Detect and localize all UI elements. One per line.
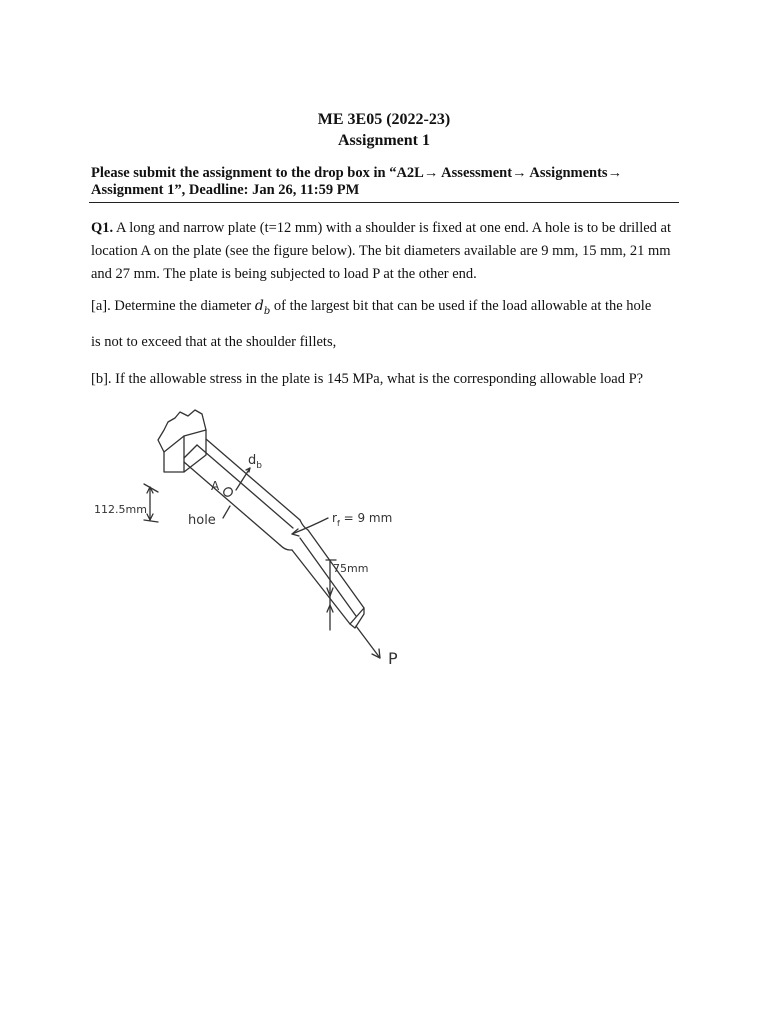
notice-part-3: Assignments [526, 165, 608, 181]
fixed-support-block [158, 410, 206, 472]
question-1a-line-2: is not to exceed that at the shoulder fillets, [91, 334, 337, 350]
load-arrow [356, 626, 380, 658]
header-divider [89, 202, 679, 203]
label-point-a: A [211, 479, 220, 493]
label-fillet-radius: $r_f = 9$ mm [332, 511, 393, 528]
bit-diameter-sub: b [263, 305, 271, 317]
question-1-body: A long and narrow plate (t=12 mm) with a shoulder is fixed at one end. A hole is to be drilled at location A on the plate (see the figure below). The bit diameters available are 9 mm, 15 mm, 21 mm and 27 mm. The plate is being subjected to load P at the other end. [91, 220, 672, 282]
notice-part-1: Please submit the assignment to the drop box in “A2L [91, 165, 424, 181]
label-bit-diameter: $d_b$ [248, 453, 262, 471]
label-narrow-width: 75mm [333, 562, 369, 575]
part-a-prefix: [a]. Determine the diameter [91, 298, 255, 314]
label-load-p: P [388, 649, 398, 668]
bit-diameter-symbol [254, 298, 271, 317]
question-1-text [91, 217, 691, 286]
notice-part-4: Assignment 1”, Deadline: Jan 26, 11:59 PM [91, 182, 360, 198]
course-title: ME 3E05 (2022-23) [317, 111, 451, 128]
plate-figure [80, 400, 440, 675]
arrow-icon: → [423, 165, 439, 181]
arrow-icon: → [607, 165, 623, 181]
submission-notice [91, 165, 691, 199]
notice-part-2: Assessment [438, 165, 513, 181]
shoulder-fillet [280, 545, 292, 550]
question-1a-line-1 [91, 295, 691, 323]
arrow-icon: → [512, 165, 527, 181]
label-wide-width: 112.5mm [94, 503, 147, 516]
label-hole: hole [188, 513, 216, 528]
assignment-title: Assignment 1 [337, 132, 430, 149]
question-1-label: Q1. [91, 220, 114, 236]
bit-diameter-var: d [254, 298, 264, 314]
part-a-suffix: of the largest bit that can be used if the load allowable at the hole [270, 298, 652, 314]
question-1b-text: [b]. If the allowable stress in the plate is 145 MPa, what is the corresponding allowable load P? [91, 371, 644, 387]
